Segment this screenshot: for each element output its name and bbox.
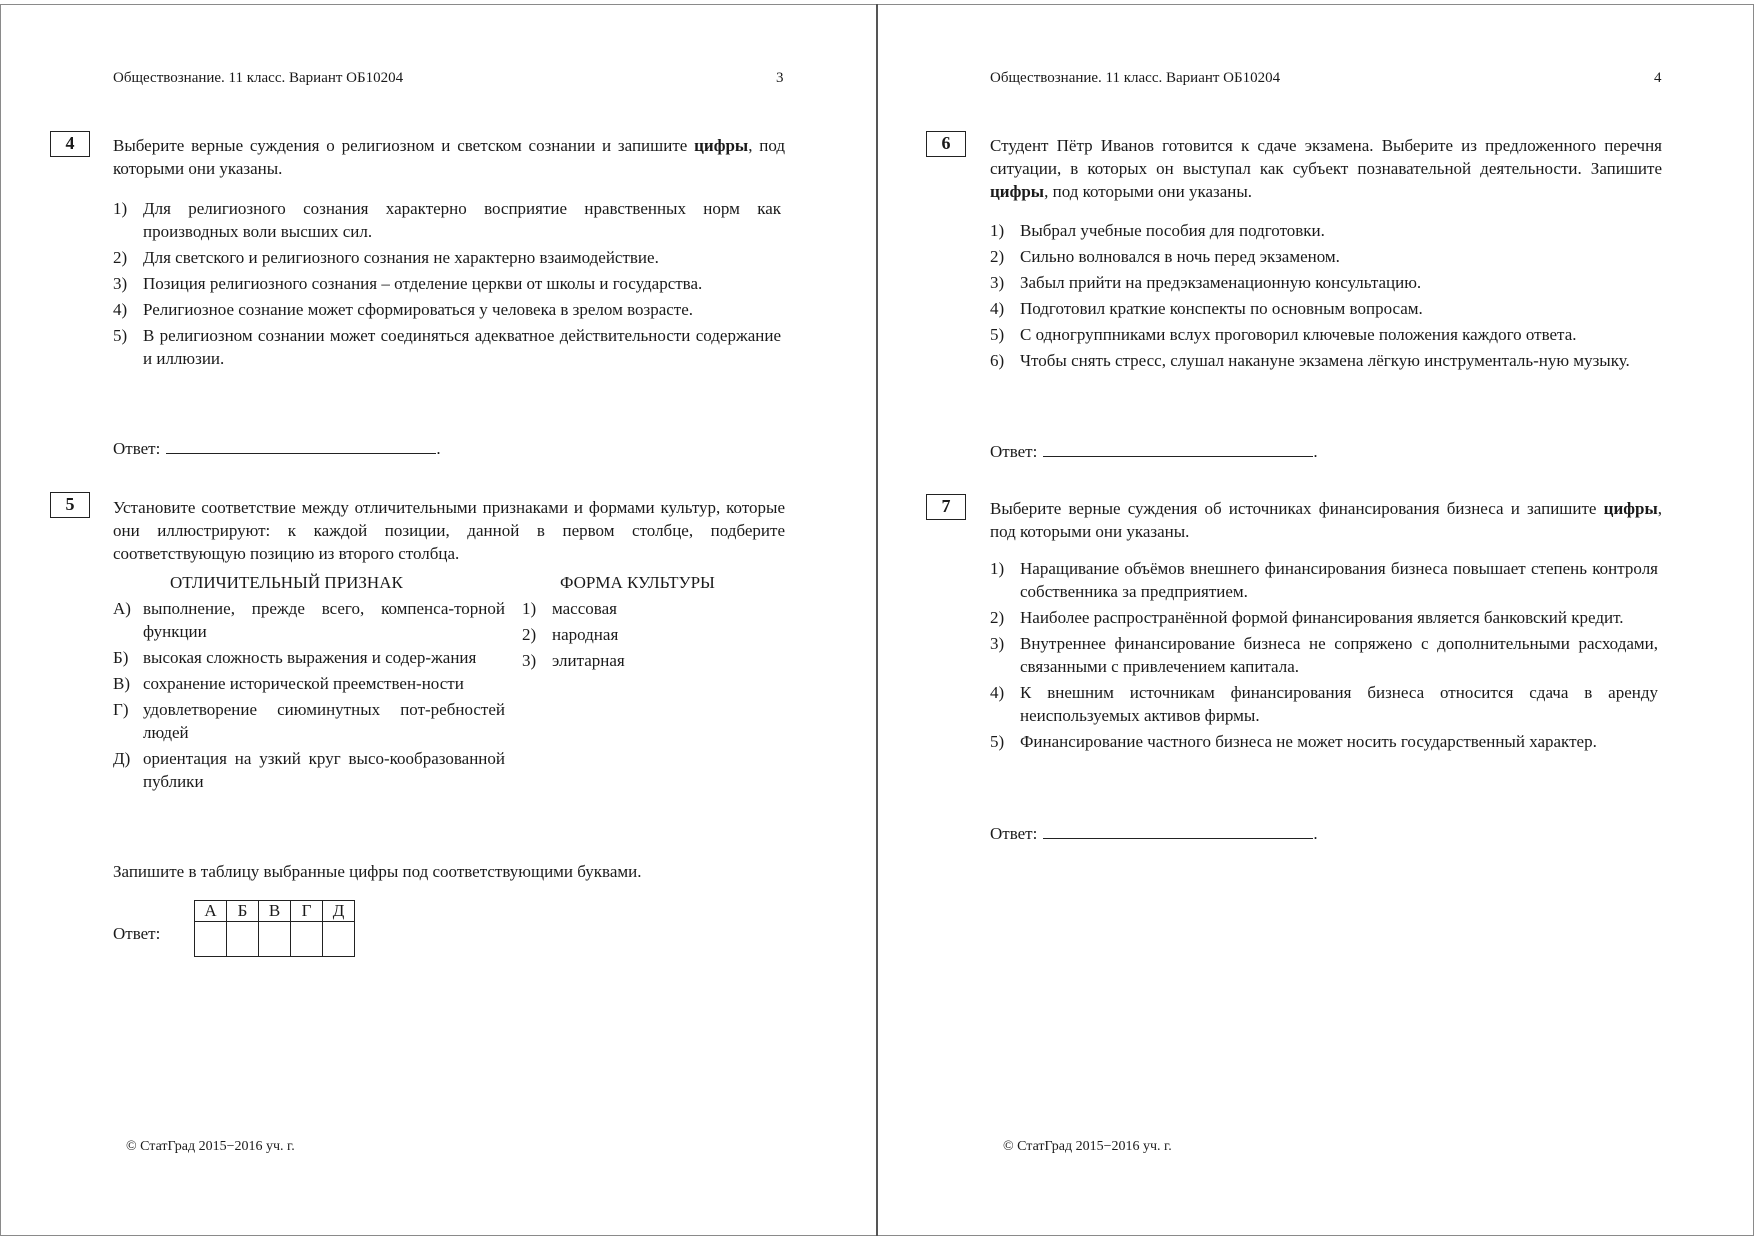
- answer-cell[interactable]: [259, 922, 291, 957]
- answer-line[interactable]: [1043, 821, 1313, 839]
- list-item: 1) Выбрал учебные пособия для подготовки.: [990, 221, 1325, 240]
- list-item: 3) Позиция религиозного сознания – отделение церкви от школы и государства.: [113, 274, 703, 293]
- list-item: 5) С одногруппниками вслух проговорил ключевые положения каждого ответа.: [990, 325, 1577, 344]
- page-footer: © СтатГрад 2015−2016 уч. г.: [1003, 1139, 1172, 1154]
- table-header-cell: Б: [227, 901, 259, 922]
- question-number-box: 5: [50, 492, 90, 518]
- list-item: 4) К внешним источникам финансирования бизнеса относится сдача в аренду неиспользуемых активов фирмы.: [990, 683, 1658, 725]
- question-6-options: [990, 219, 1658, 375]
- answer-cell[interactable]: [195, 922, 227, 957]
- question-5-intro: Установите соответствие между отличительными признаками и формами культур, которые они иллюстрируют: к каждой позиции, данной в первом столбце, подберите соответствующую позицию из второго столбца.: [113, 498, 785, 563]
- question-6-answer: Ответ: .: [990, 439, 1318, 463]
- question-4-intro: Выберите верные суждения о религиозном и светском сознании и запишите цифры, под которыми они указаны.: [113, 136, 786, 178]
- list-item: Г) удовлетворение сиюминутных пот-ребностей людей: [113, 700, 505, 742]
- answer-cell[interactable]: [227, 922, 259, 957]
- column-header-feature: ОТЛИЧИТЕЛЬНЫЙ ПРИЗНАК: [170, 573, 403, 592]
- table-header-cell: Г: [291, 901, 323, 922]
- page-right: [878, 4, 1754, 1236]
- list-item: 2) Сильно волновался в ночь перед экзаменом.: [990, 247, 1340, 266]
- list-item: Б) высокая сложность выражения и содер-жания: [113, 648, 477, 667]
- question-7-answer: Ответ: .: [990, 821, 1318, 845]
- column-header-form: ФОРМА КУЛЬТУРЫ: [560, 573, 715, 592]
- table-header-cell: А: [195, 901, 227, 922]
- question-number-box: 6: [926, 131, 966, 157]
- question-4-answer: Ответ: .: [113, 436, 441, 460]
- list-item: 1) массовая: [522, 599, 617, 618]
- list-item: 5) В религиозном сознании может соединяться адекватное действительности содержание и иллюзии.: [113, 326, 781, 368]
- page-footer: © СтатГрад 2015−2016 уч. г.: [126, 1139, 295, 1154]
- list-item: 1) Наращивание объёмов внешнего финансирования бизнеса повышает степень контроля собственника за предприятием.: [990, 559, 1658, 601]
- list-item: А) выполнение, прежде всего, компенса-торной функции: [113, 599, 505, 641]
- list-item: 4) Религиозное сознание может сформироваться у человека в зрелом возрасте.: [113, 300, 694, 319]
- table-header-cell: Д: [323, 901, 355, 922]
- question-7-options: [990, 557, 1658, 756]
- list-item: 3) Внутреннее финансирование бизнеса не сопряжено с дополнительными расходами, связанными с привлечением капитала.: [990, 634, 1658, 676]
- question-number-box: 4: [50, 131, 90, 157]
- page-left: [0, 4, 876, 1236]
- list-item: 2) Для светского и религиозного сознания не характерно взаимодействие.: [113, 248, 659, 267]
- question-7-intro: Выберите верные суждения об источниках финансирования бизнеса и запишите цифры, под которыми они указаны.: [990, 499, 1662, 541]
- answer-table: [194, 900, 355, 957]
- question-4-options: [113, 197, 781, 373]
- list-item: 5) Финансирование частного бизнеса не может носить государственный характер.: [990, 732, 1597, 751]
- list-item: 4) Подготовил краткие конспекты по основным вопросам.: [990, 299, 1423, 318]
- page-header: [990, 70, 1660, 87]
- question-5-instruction: Запишите в таблицу выбранные цифры под соответствующими буквами.: [113, 862, 642, 881]
- answer-cell[interactable]: [323, 922, 355, 957]
- list-item: Д) ориентация на узкий круг высо-кообразованной публики: [113, 749, 505, 791]
- page-header: [113, 70, 783, 87]
- list-item: 6) Чтобы снять стресс, слушал накануне экзамена лёгкую инструменталь-ную музыку.: [990, 351, 1630, 370]
- page-number: 4: [1654, 70, 1662, 86]
- header-title: Обществознание. 11 класс. Вариант ОБ10204: [990, 70, 1281, 86]
- header-title: Обществознание. 11 класс. Вариант ОБ10204: [113, 70, 404, 86]
- list-item: 2) народная: [522, 625, 619, 644]
- answer-cell[interactable]: [291, 922, 323, 957]
- list-item: 1) Для религиозного сознания характерно восприятие нравственных норм как производных воли высших сил.: [113, 199, 781, 241]
- table-header-cell: В: [259, 901, 291, 922]
- page-number: 3: [776, 70, 784, 86]
- question-6-intro: Студент Пётр Иванов готовится к сдаче экзамена. Выберите из предложенного перечня ситуации, в которых он выступал как субъект познавательной деятельности. Запишите цифры, под которыми они указаны.: [990, 136, 1662, 201]
- list-item: 2) Наиболее распространённой формой финансирования является банковский кредит.: [990, 608, 1624, 627]
- list-item: 3) элитарная: [522, 651, 625, 670]
- list-item: 3) Забыл прийти на предэкзаменационную консультацию.: [990, 273, 1422, 292]
- answer-line[interactable]: [166, 436, 436, 454]
- question-5-features: [113, 597, 505, 796]
- question-5-answer-label: Ответ:: [113, 924, 161, 943]
- answer-line[interactable]: [1043, 439, 1313, 457]
- question-number-box: 7: [926, 494, 966, 520]
- question-5-forms: [522, 597, 742, 675]
- list-item: В) сохранение исторической преемствен-ности: [113, 674, 464, 693]
